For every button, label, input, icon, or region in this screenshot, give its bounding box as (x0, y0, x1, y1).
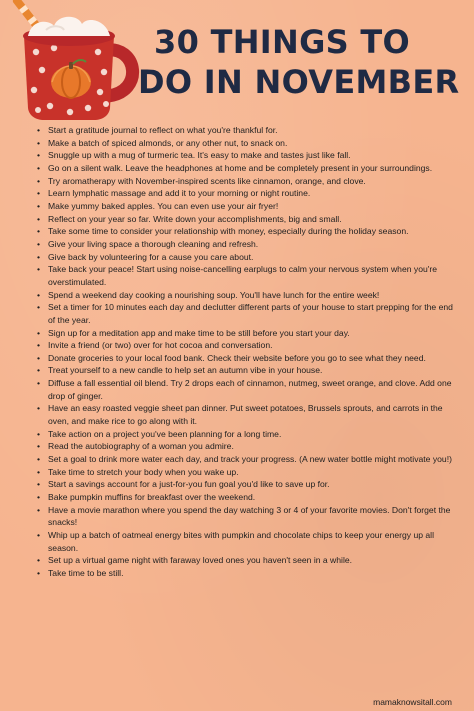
list-item: • Start a gratitude journal to reflect on what you're thankful for. (36, 124, 456, 137)
list-item: • Take action on a project you've been planning for a long time. (36, 428, 456, 441)
list-item: • Sign up for a meditation app and make time to be still before you start your day. (36, 327, 456, 340)
page-title (130, 22, 460, 102)
list-item: • Make yummy baked apples. You can even use your air fryer! (36, 200, 456, 213)
website-credit: mamaknowsitall.com (373, 697, 452, 707)
list-item: • Donate groceries to your local food bank. Check their website before you go to see what they need. (36, 352, 456, 365)
list-item: • Invite a friend (or two) over for hot cocoa and conversation. (36, 339, 456, 352)
list-item: • Take back your peace! Start using noise-cancelling earplugs to calm your nervous system when you're overstimulated. (36, 263, 456, 288)
list-item: • Have a movie marathon where you spend the day watching 3 or 4 of your favorite movies. Don't forget the snacks! (36, 504, 456, 529)
list-item: • Read the autobiography of a woman you admire. (36, 440, 456, 453)
list-item: • Give back by volunteering for a cause you care about. (36, 251, 456, 264)
list-item: • Treat yourself to a new candle to help set an autumn vibe in your house. (36, 364, 456, 377)
list-item: • Go on a silent walk. Leave the headphones at home and be completely present in your surroundings. (36, 162, 456, 175)
list-item: • Snuggle up with a mug of turmeric tea. It's easy to make and tastes just like fall. (36, 149, 456, 162)
list-item: • Set a goal to drink more water each day, and track your progress. (A new water bottle might motivate you!) (36, 453, 456, 466)
list-item: • Reflect on your year so far. Write down your accomplishments, big and small. (36, 213, 456, 226)
list-item: • Set a timer for 10 minutes each day and declutter different parts of your house to start prepping for the end of the year. (36, 301, 456, 326)
list-item: • Diffuse a fall essential oil blend. Try 2 drops each of cinnamon, nutmeg, sweet orange, and clove. Add one drop of ginger. (36, 377, 456, 402)
list-item: • Spend a weekend day cooking a nourishing soup. You'll have lunch for the entire week! (36, 289, 456, 302)
activity-list (36, 124, 456, 580)
list-item: • Whip up a batch of oatmeal energy bites with pumpkin and chocolate chips to keep your energy up all season. (36, 529, 456, 554)
list-item: • Make a batch of spiced almonds, or any other nut, to snack on. (36, 137, 456, 150)
list-item: • Learn lymphatic massage and add it to your morning or night routine. (36, 187, 456, 200)
list-item: • Give your living space a thorough cleaning and refresh. (36, 238, 456, 251)
list-item: • Have an easy roasted veggie sheet pan dinner. Put sweet potatoes, Brussels sprouts, and carrots in the oven, and make rice to go along with it. (36, 402, 456, 427)
mug-with-pumpkin-icon (6, 0, 146, 122)
list-item: • Take time to stretch your body when you wake up. (36, 466, 456, 479)
title-line-1: 30 THINGS TO (154, 23, 411, 61)
list-item: • Try aromatherapy with November-inspired scents like cinnamon, orange, and clove. (36, 175, 456, 188)
list-item: • Start a savings account for a just-for-you fun goal you'd like to save up for. (36, 478, 456, 491)
list-item: • Bake pumpkin muffins for breakfast over the weekend. (36, 491, 456, 504)
list-item: • Take time to be still. (36, 567, 456, 580)
list-item: • Take some time to consider your relationship with money, especially during the holiday season. (36, 225, 456, 238)
list-item: • Set up a virtual game night with faraway loved ones you haven't seen in a while. (36, 554, 456, 567)
title-line-2: DO IN NOVEMBER (138, 63, 460, 101)
